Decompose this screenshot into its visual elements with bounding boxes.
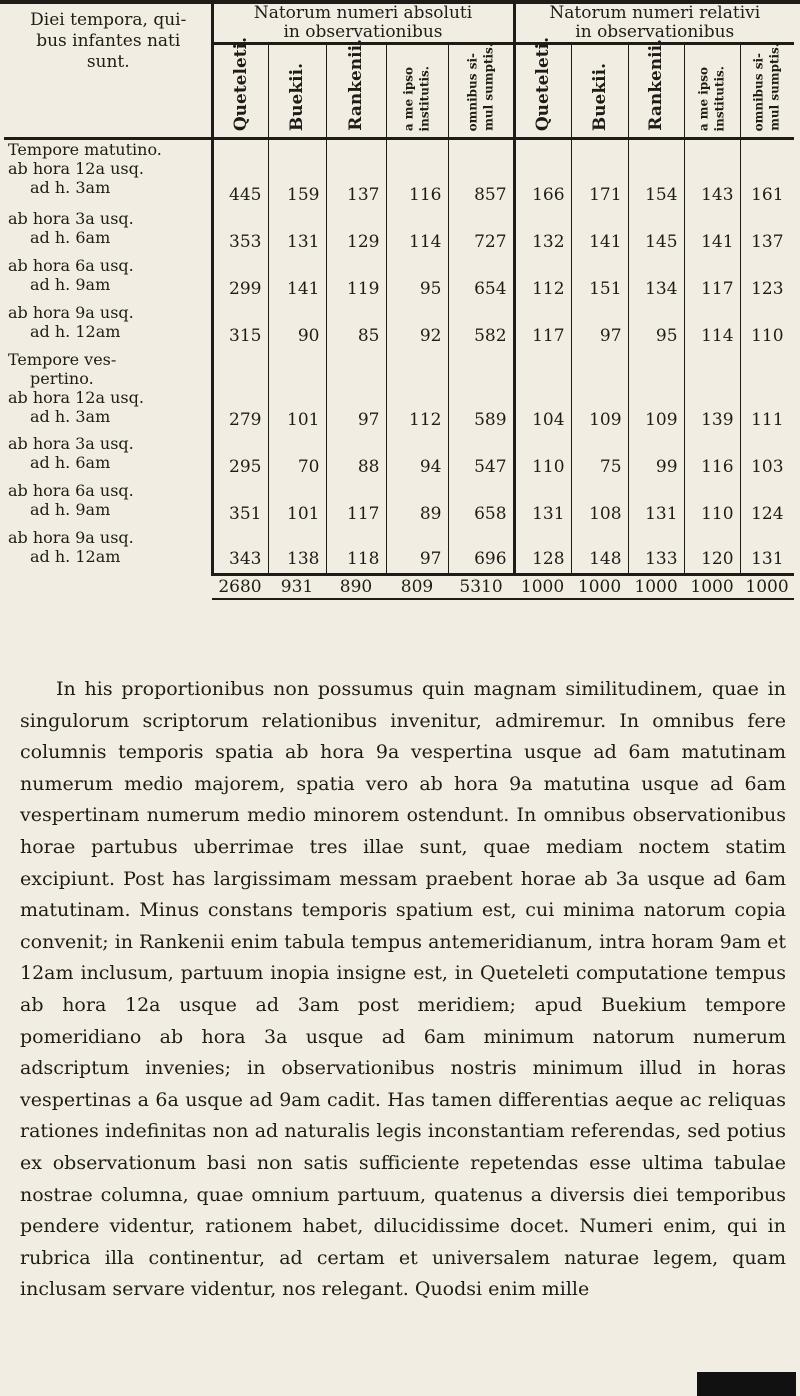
total-cell: 1000 <box>514 575 571 600</box>
absolute-value-cell: 97 <box>386 528 448 575</box>
relative-value-cell: 111 <box>751 409 784 430</box>
absolute-value-cell: 295 <box>212 434 268 481</box>
relative-value-cell: 132 <box>514 209 571 256</box>
absolute-value-cell: 94 <box>386 434 448 481</box>
col-heading: omnibus si- mul sumptis. <box>448 44 514 139</box>
absolute-value-cell: 131 <box>268 209 326 256</box>
absolute-value-cell: 727 <box>448 209 514 256</box>
relative-value-cell: 141 <box>571 209 628 256</box>
table-row <box>4 256 794 303</box>
row-label-line: ab hora 3a usq. <box>8 433 134 453</box>
total-cell: 809 <box>386 575 448 600</box>
absolute-value-cell: 353 <box>212 209 268 256</box>
absolute-value-cell: 582 <box>448 303 514 350</box>
row-label-line: ad h. 12am <box>30 321 121 341</box>
row-label-line: ab hora 3a usq. <box>8 208 134 228</box>
col-heading: Queteleti. <box>514 44 571 139</box>
absolute-value-cell: 70 <box>268 434 326 481</box>
birth-hours-table <box>4 4 794 600</box>
body-paragraph <box>20 674 786 1306</box>
absolute-value-cell: 101 <box>268 350 326 434</box>
relative-value-cell: 145 <box>628 209 684 256</box>
corner-line: bus infantes nati <box>36 31 181 51</box>
relative-value-cell: 124 <box>751 503 784 524</box>
absolute-value-cell: 95 <box>386 256 448 303</box>
col-heading: omnibus si- mul sumptis. <box>751 43 782 131</box>
relative-value-cell: 131 <box>514 481 571 528</box>
relative-value-cell: 131 <box>628 481 684 528</box>
table-row <box>4 303 794 350</box>
row-label-line: ad h. 6am <box>30 452 111 472</box>
absolute-value-cell: 101 <box>268 481 326 528</box>
row-label <box>4 350 212 434</box>
total-cell: 1000 <box>684 575 740 600</box>
table-row <box>4 481 794 528</box>
absolute-value-cell: 654 <box>448 256 514 303</box>
absolute-value-cell: 137 <box>326 139 386 209</box>
row-label-line: ad h. 9am <box>30 274 111 294</box>
total-cell: 1000 <box>740 575 794 600</box>
absolute-value-cell: 97 <box>326 350 386 434</box>
total-cell: 890 <box>326 575 386 600</box>
absolute-value-cell: 445 <box>212 139 268 209</box>
total-cell: 1000 <box>628 575 684 600</box>
relative-value-cell: 114 <box>684 303 740 350</box>
absolute-value-cell: 88 <box>326 434 386 481</box>
table-row <box>4 350 794 434</box>
relative-value-cell: 75 <box>571 434 628 481</box>
row-label <box>4 139 212 209</box>
relative-value-cell: 123 <box>751 278 784 299</box>
relative-value-cell: 108 <box>571 481 628 528</box>
row-label <box>4 481 212 528</box>
relative-value-cell: 120 <box>684 528 740 575</box>
absolute-value-cell: 92 <box>386 303 448 350</box>
paragraph-text: In his proportionibus non possumus quin magnam similitudinem, quae in singulorum scriptorum relationibus invenitur, admiremur. In omnibus fere columnis temporis spatia ab hora 9a vespertina usque ad 6am matutinam numerum medio majorem, spatia vero ab hora 9a matutina usque ad 6am vespertinam numerum medio minorem ostendunt. In omnibus observationibus horae partubus uberrimae tres illae sunt, quae mediam noctem statim excipiunt. Post has largissimam messam praebent horae ab 3a usque ad 6am matutinam. Minus constans temporis spatium est, cui minima natorum copia convenit; in Rankenii enim tabula tempus antemeridianum, intra horam 9am et 12am inclusum, partuum inopia insigne est, in Queteleti computatione tempus ab hora 12a usque ad 3am post meridiem; apud Buekium tempore pomeridiano ab hora 3a usque ad 6am minimum natorum numerum adscriptum invenies; in observationibus nostris minimum illud in horas vespertinas a 6a usque ad 9am cadit. Has tamen differentias aeque ac reliquas rationes indefinitas non ad naturalis legis inconstantiam referendas, sed potius ex observationum basi non satis sufficiente repetendas esse ultima tabulae nostrae columna, quae omnium partuum, quatenus a diversis diei temporibus pendere videntur, rationem habet, dilucidissime docet. Numeri enim, qui in rubrica illa continentur, ad certam et universalem naturae legem, quam inclusam servare videntur, nos relegant. Quodsi enim mille <box>20 678 786 1301</box>
relative-value-cell: 171 <box>571 139 628 209</box>
absolute-value-cell: 117 <box>326 481 386 528</box>
total-cell: 5310 <box>448 575 514 600</box>
absolute-value-cell: 279 <box>212 350 268 434</box>
absolute-value-cell: 114 <box>386 209 448 256</box>
row-label <box>4 434 212 481</box>
row-label-line: ad h. 3am <box>30 178 111 197</box>
total-cell: 2680 <box>212 575 268 600</box>
absolute-value-cell: 138 <box>268 528 326 575</box>
relative-value-cell: 109 <box>571 350 628 434</box>
row-label-line: ad h. 9am <box>30 499 111 519</box>
absolute-value-cell: 119 <box>326 256 386 303</box>
relative-value-cell: 166 <box>514 139 571 209</box>
col-heading: a me ipso institutis. <box>684 44 740 139</box>
absolute-value-cell: 857 <box>448 139 514 209</box>
total-cell: 1000 <box>571 575 628 600</box>
row-label-line: Tempore ves- <box>8 349 117 369</box>
totals-row <box>4 575 794 600</box>
row-label-line: ab hora 6a usq. <box>8 255 134 275</box>
group-absolute-heading <box>212 4 514 44</box>
row-label-line: ab hora 12a usq. <box>8 387 144 407</box>
group-line: Natorum numeri relativi <box>549 3 761 23</box>
group-line: Natorum numeri absoluti <box>253 3 473 23</box>
absolute-value-cell: 343 <box>212 528 268 575</box>
relative-value-cell: 141 <box>684 209 740 256</box>
col-heading: Buekii. <box>571 44 628 139</box>
absolute-value-cell: 118 <box>326 528 386 575</box>
col-heading: Rankenii. <box>628 44 684 139</box>
relative-value-cell: 133 <box>628 528 684 575</box>
relative-value-cell: 154 <box>628 139 684 209</box>
row-label-line: ab hora 12a usq. <box>8 159 144 178</box>
relative-value-cell: 117 <box>684 256 740 303</box>
absolute-value-cell: 116 <box>386 139 448 209</box>
row-label <box>4 209 212 256</box>
relative-value-cell: 139 <box>684 350 740 434</box>
table-row <box>4 528 794 575</box>
relative-value-cell: 103 <box>751 456 784 477</box>
relative-value-cell: 128 <box>514 528 571 575</box>
print-margin-mark <box>697 1372 796 1396</box>
row-label-line: ab hora 9a usq. <box>8 302 134 322</box>
row-label-line: pertino. <box>30 368 94 388</box>
row-label-line: ad h. 6am <box>30 227 111 247</box>
row-label <box>4 256 212 303</box>
row-label-line: ab hora 9a usq. <box>8 527 134 547</box>
relative-value-cell: 110 <box>751 325 784 346</box>
relative-value-cell: 97 <box>571 303 628 350</box>
absolute-value-cell: 85 <box>326 303 386 350</box>
col-heading: Buekii. <box>268 44 326 139</box>
absolute-value-cell: 351 <box>212 481 268 528</box>
table-row <box>4 209 794 256</box>
col-heading: Rankenii. <box>326 44 386 139</box>
relative-value-cell: 99 <box>628 434 684 481</box>
table-row <box>4 434 794 481</box>
absolute-value-cell: 658 <box>448 481 514 528</box>
row-label <box>4 303 212 350</box>
total-cell: 931 <box>268 575 326 600</box>
absolute-value-cell: 589 <box>448 350 514 434</box>
relative-value-cell: 131 <box>751 549 784 569</box>
table-row <box>4 139 794 209</box>
relative-value-cell: 137 <box>751 231 784 252</box>
relative-value-cell: 143 <box>684 139 740 209</box>
relative-value-cell: 117 <box>514 303 571 350</box>
relative-value-cell: 112 <box>514 256 571 303</box>
table-corner-heading <box>4 4 212 139</box>
relative-value-cell: 110 <box>684 481 740 528</box>
relative-value-cell: 151 <box>571 256 628 303</box>
absolute-value-cell: 89 <box>386 481 448 528</box>
absolute-value-cell: 112 <box>386 350 448 434</box>
group-line: in observationibus <box>575 22 735 42</box>
relative-value-cell: 134 <box>628 256 684 303</box>
row-label-line: ab hora 6a usq. <box>8 480 134 500</box>
group-line: in observationibus <box>283 22 443 42</box>
row-label-line: ad h. 3am <box>30 406 111 426</box>
absolute-value-cell: 141 <box>268 256 326 303</box>
relative-value-cell: 95 <box>628 303 684 350</box>
relative-value-cell: 116 <box>684 434 740 481</box>
corner-line: Diei tempora, qui- <box>30 10 187 30</box>
absolute-value-cell: 90 <box>268 303 326 350</box>
relative-value-cell: 110 <box>514 434 571 481</box>
relative-value-cell: 104 <box>514 350 571 434</box>
col-heading: a me ipso institutis. <box>386 44 448 139</box>
relative-value-cell: 161 <box>740 139 794 209</box>
corner-line: sunt. <box>86 52 130 72</box>
absolute-value-cell: 299 <box>212 256 268 303</box>
relative-value-cell: 109 <box>628 350 684 434</box>
group-relative-heading <box>514 4 794 44</box>
row-label-line: Tempore matutino. <box>8 140 162 159</box>
absolute-value-cell: 315 <box>212 303 268 350</box>
col-heading: Queteleti. <box>212 44 268 139</box>
absolute-value-cell: 696 <box>448 528 514 575</box>
absolute-value-cell: 547 <box>448 434 514 481</box>
relative-value-cell: 148 <box>571 528 628 575</box>
row-label <box>4 528 212 575</box>
row-label-line: ad h. 12am <box>30 546 121 566</box>
absolute-value-cell: 159 <box>268 139 326 209</box>
table-body <box>4 139 794 575</box>
absolute-value-cell: 129 <box>326 209 386 256</box>
